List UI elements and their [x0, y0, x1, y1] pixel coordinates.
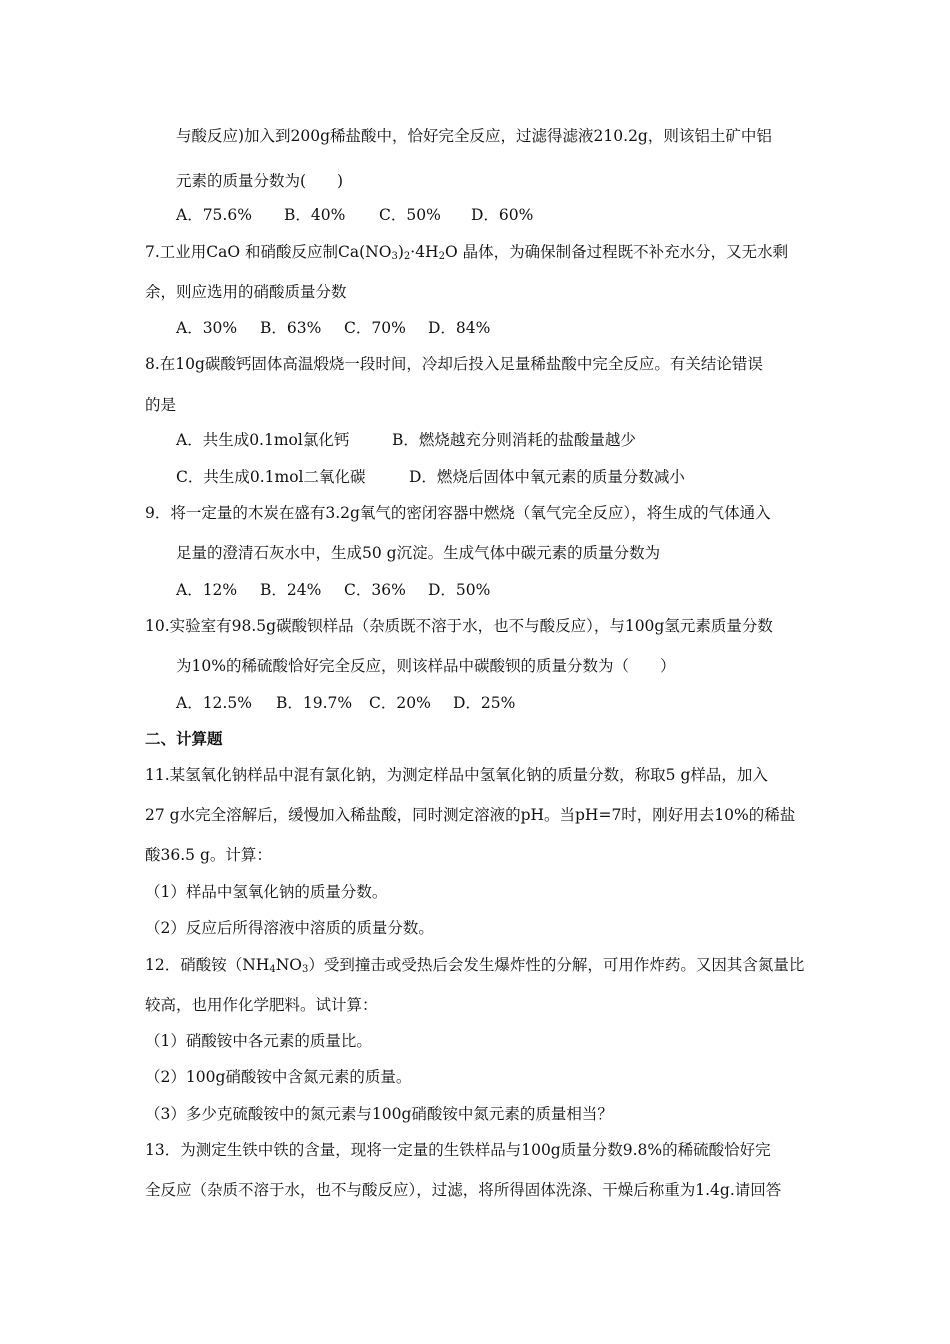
q8-line-2: 的是	[145, 396, 177, 414]
q10-option-c: C．20%	[369, 694, 431, 712]
q13-line-2: 全反应（杂质不溶于水，也不与酸反应），过滤，将所得固体洗涤、干燥后称重为1.4g.请回答	[145, 1181, 782, 1199]
q6-options	[176, 205, 533, 225]
q7-option-a: A．30%	[176, 319, 238, 337]
q6-option-c: C．50%	[379, 206, 441, 224]
q10-options	[176, 693, 515, 713]
q7-option-d: D．84%	[428, 319, 491, 337]
q12-subquestion-1: （1）硝酸铵中各元素的质量比。	[145, 1032, 372, 1050]
q6-continuation-line-1: 与酸反应)加入到200g稀盐酸中，恰好完全反应，过滤得滤液210.2g，则该铝土矿中铝	[176, 127, 772, 145]
q8-option-c: C．共生成0.1mol二氧化碳	[176, 468, 366, 486]
q9-line-2: 足量的澄清石灰水中，生成50 g沉淀。生成气体中碳元素的质量分数为	[176, 544, 661, 562]
q6-option-b: B．40%	[284, 206, 346, 224]
q13-line-1: 13．为测定生铁中铁的含量，现将一定量的生铁样品与100g质量分数9.8%的稀硫酸恰好完	[145, 1141, 771, 1159]
q7-option-b: B．63%	[260, 319, 322, 337]
q8-options-row-1	[176, 430, 636, 450]
section-heading: 二、计算题	[145, 730, 223, 748]
q9-option-d: D．50%	[428, 581, 491, 599]
q9-option-c: C．36%	[344, 581, 406, 599]
q6-continuation-line-2: 元素的质量分数为( )	[176, 172, 344, 190]
q8-option-a: A．共生成0.1mol氯化钙	[176, 431, 350, 449]
q8-line-1: 8.在10g碳酸钙固体高温煅烧一段时间，冷却后投入足量稀盐酸中完全反应。有关结论错误	[145, 355, 763, 373]
q7-line-2: 余，则应选用的硝酸质量分数	[145, 283, 347, 301]
q12-subquestion-2: （2）100g硝酸铵中含氮元素的质量。	[145, 1068, 412, 1086]
q6-option-d: D．60%	[471, 206, 534, 224]
q6-option-a: A．75.6%	[176, 206, 252, 224]
q10-option-a: A．12.5%	[176, 694, 252, 712]
q7-option-c: C．70%	[344, 319, 406, 337]
q8-option-d: D．燃烧后固体中氧元素的质量分数减小	[409, 468, 685, 486]
q11-line-2: 27 g水完全溶解后，缓慢加入稀盐酸，同时测定溶液的pH。当pH=7时，刚好用去10%的稀盐	[145, 806, 796, 824]
q12-line-1: 12．硝酸铵$(NH_4NO_3)$受到撞击或受热后会发生爆炸性的分解，可用作炸药。又因其含氮量比	[145, 956, 805, 975]
q9-option-b: B．24%	[260, 581, 322, 599]
q11-subquestion-2: （2）反应后所得溶液中溶质的质量分数。	[145, 919, 434, 937]
q11-subquestion-1: （1）样品中氢氧化钠的质量分数。	[145, 883, 388, 901]
q10-option-d: D．25%	[453, 694, 516, 712]
q9-line-1: 9．将一定量的木炭在盛有3.2g氧气的密闭容器中燃烧（氧气完全反应），将生成的气体通入	[145, 504, 771, 522]
q7-options	[176, 318, 490, 338]
q8-option-b: B．燃烧越充分则消耗的盐酸量越少	[392, 431, 636, 449]
q10-line-1: 10.实验室有98.5g碳酸钡样品（杂质既不溶于水，也不与酸反应），与100g氢元素质量分数	[145, 617, 773, 635]
q12-line-2: 较高，也用作化学肥料。试计算：	[145, 996, 378, 1014]
q10-option-b: B．19.7%	[276, 694, 353, 712]
q8-options-row-2	[176, 467, 685, 487]
q11-line-3: 酸36.5 g。计算：	[145, 846, 272, 864]
q9-option-a: A．12%	[176, 581, 238, 599]
q9-options	[176, 580, 490, 600]
q10-line-2: 为10%的稀硫酸恰好完全反应，则该样品中碳酸钡的质量分数为（ ）	[176, 657, 676, 675]
q11-line-1: 11.某氢氧化钠样品中混有氯化钠，为测定样品中氢氧化钠的质量分数，称取5 g样品，加入	[145, 766, 768, 784]
q7-line-1: 7.工业用CaO 和硝酸反应制$Ca(NO_3)_2\cdot 4H_2O$ 晶体，为确保制备过程既不补充水分，又无水剩	[145, 243, 789, 262]
q12-subquestion-3: （3）多少克硫酸铵中的氮元素与100g硝酸铵中氮元素的质量相当？	[145, 1105, 613, 1123]
